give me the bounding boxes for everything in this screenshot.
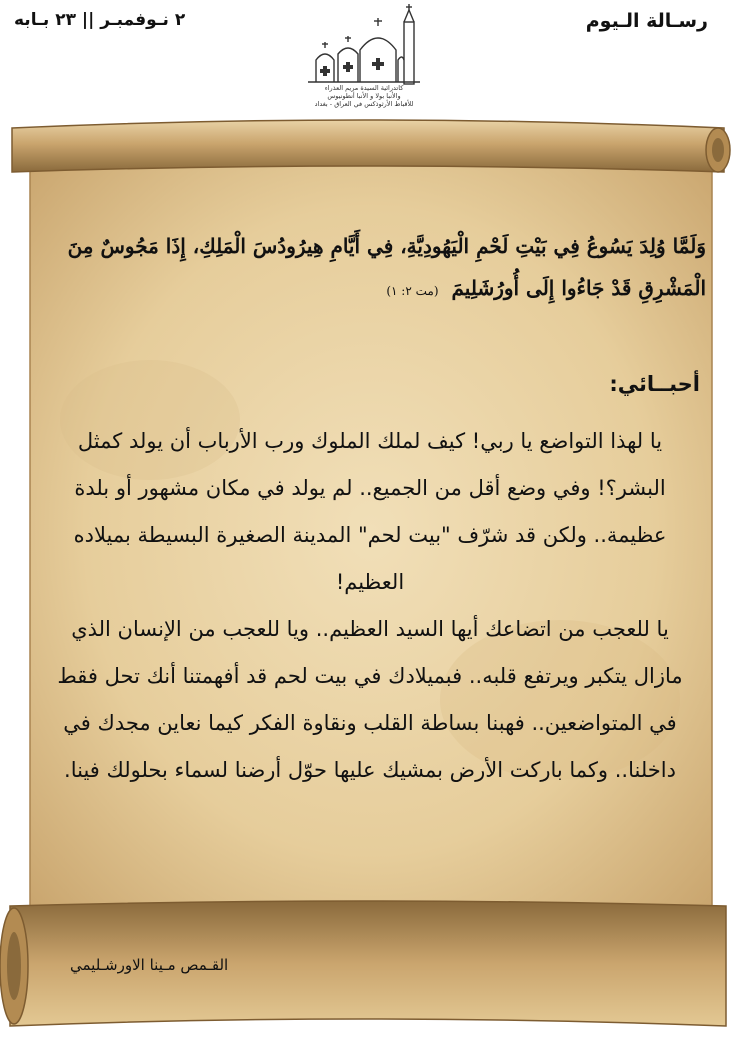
- verse-reference: (مت ٢: ١): [386, 284, 439, 298]
- greeting: أحبــائي:: [609, 372, 700, 396]
- page-title: رسـالة الـيوم: [585, 10, 708, 32]
- verse-text: وَلَمَّا وُلِدَ يَسُوعُ فِي بَيْتِ لَحْمِ الْيَهُودِيَّةِ، فِي أَيَّامِ هِيرُودُسَ الْمَلِكِ، إِذَا مَجُوسٌ مِنَ الْمَشْرِقِ قَدْ جَاءُوا إِلَى أُورُشَلِيمَ: [67, 234, 706, 300]
- paragraph: يا للعجب من اتضاعك أيها السيد العظيم.. ويا للعجب من الإنسان الذي مازال يتكبر ويرتفع قلبه.. فبميلادك في بيت لحم قد أفهمتنا أنك تحل فقط في المتواضعين.. فهبنا بساطة القلب ونقاوة الفكر كيما نعاين مجدك في داخلنا.. وكما باركت الأرض بمشيك عليها حوّل أرضنا لسماء بحلولك فينا.: [57, 617, 683, 782]
- message-body: [50, 418, 690, 794]
- paragraph: يا لهذا التواضع يا ربي! كيف لملك الملوك ورب الأرباب أن يولد كمثل البشر؟! وفي وضع أقل من الجميع.. لم يولد في مكان مشهور أو بلدة عظيمة.. ولكن قد شرّف "بيت لحم" المدينة الصغيرة البسيطة بميلاده العظيم!: [73, 429, 667, 594]
- date-label: ٢ نـوفمبـر || ٢٣ بـابه: [14, 10, 186, 30]
- church-icon: [298, 4, 430, 86]
- signature: القـمص مـينا الاورشـليمي: [70, 956, 229, 974]
- logo-caption: كاتدرائية السيدة مريم العذراء والأنبا بولا و الأنبا أنطونيوس للأقباط الأرثوذكس في العراق - بغداد: [314, 84, 414, 108]
- cathedral-logo: [298, 4, 430, 116]
- verse-block: [40, 225, 706, 312]
- bible-verse: [40, 225, 706, 312]
